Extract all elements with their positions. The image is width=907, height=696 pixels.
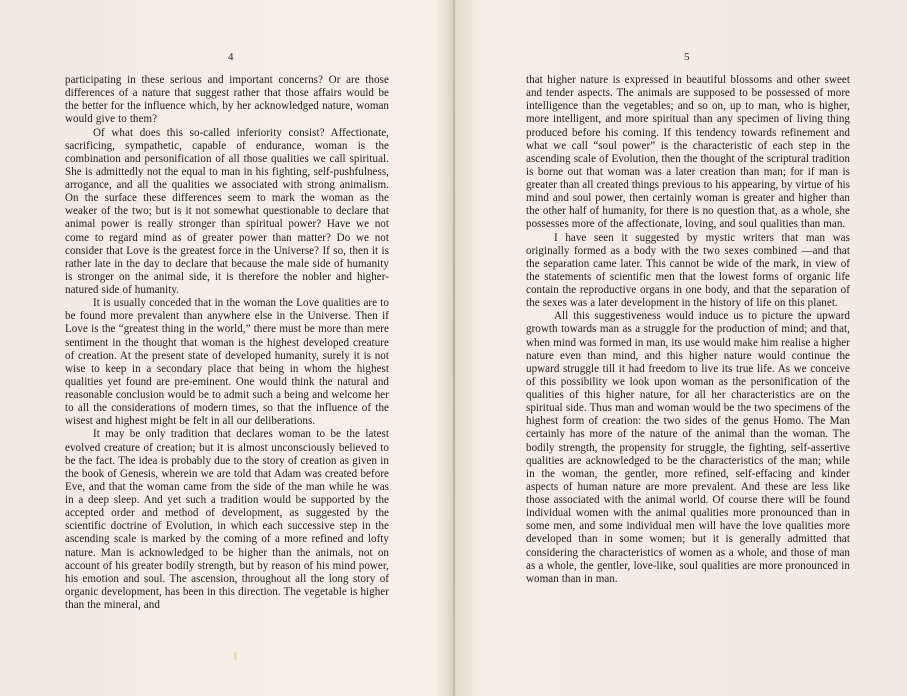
- right-page: [455, 0, 907, 696]
- left-page: [0, 0, 452, 696]
- right-page-text: [526, 74, 850, 586]
- paragraph: I have seen it suggested by mystic writers that man was originally formed as a body with the two sexes combined —and that the separation came later. This cannot be wide of the mark, in view of the statements of scientific men that the lowest forms of organic life contain the reproductive organs in one body, and that the separation of the sexes was a later development in the history of life on this planet.: [526, 231, 850, 310]
- paragraph: participating in these serious and important concerns? Or are those differences of a nature that suggest rather that those affairs would be the better for the influence which, by her acknowledged nature, woman would give to them?: [65, 74, 389, 126]
- left-page-text: [65, 74, 389, 612]
- paper-stain: [234, 652, 237, 660]
- page-number-left: 4: [228, 51, 234, 63]
- paragraph: It may be only tradition that declares woman to be the latest evolved creature of creation; but it is almost unconsciously believed to be the fact. The idea is probably due to the story of creation as given in the book of Genesis, wherein we are told that Adam was created before Eve, and that the woman came from the side of the man while he was in a deep sleep. And yet such a tradition would be supported by the accepted order and method of development, as suggested by the scientific doctrine of Evolution, in which each successive step in the ascending scale is marked by the coming of a more refined and lofty nature. Man is acknowledged to be higher than the animals, not on account of his greater bodily strength, but by reason of his mind power, his emotion and soul. The ascension, throughout all the long story of organic development, has been in this direction. The vegetable is higher than the mineral, and: [65, 428, 389, 611]
- page-number-right: 5: [684, 51, 690, 63]
- paragraph: All this suggestiveness would induce us to picture the upward growth towards man as a struggle for the production of mind; and that, when mind was formed in man, its use would make him realise a higher nature even than mind, and this higher nature would continue the upward struggle till it had freedom to live its true life. As we conceive of this possibility we look upon woman as the personification of the qualities of this higher nature, for all her characteristics are on the spiritual side. Thus man and woman would be the two specimens of the highest form of creation: the two sides of the genus Homo. The Man certainly has more of the nature of the animal than the woman. The bodily strength, the propensity for struggle, the fighting, self-assertive qualities are acknowledged to be the characteristics of the man; while in the woman, the gentler, more refined, self-effacing and kinder aspects of human nature are more prevalent. And these are less like those associated with the animal world. Of course there will be found individual women with the animal qualities more pronounced than in some men, and some individual men will have the love qualities more developed than in some women; but it is generally admitted that considering the characteristics of women as a whole, and those of man as a whole, the gentler, love-like, soul qualities are more pronounced in woman than in man.: [526, 310, 850, 585]
- paragraph: Of what does this so-called inferiority consist? Affectionate, sacrificing, sympathetic, capable of endurance, woman is the combination and personification of all those qualities we call spiritual. She is admittedly not the equal to man in his fighting, self-pushfulness, arrogance, and all the qualities we associated with strong animalism. On the surface these differences seem to mark the woman as the weaker of the two; but is it not somewhat questionable to declare that animal power is really stronger than spiritual power? Have we not come to regard mind as of greater power than matter? Do we not consider that Love is the greatest force in the Universe? If so, then it is rather late in the day to declare that because the male side of humanity is stronger on the animal side, it is therefore the nobler and higher-natured side of humanity.: [65, 126, 389, 296]
- paragraph: It is usually conceded that in the woman the Love qualities are to be found more prevalent than anywhere else in the Universe. Then if Love is the “greatest thing in the world,” there must be more than mere sentiment in the thought that woman is the highest developed creature of creation. At the present state of developed humanity, surely it is not wise to keep in a secondary place that being in whom the highest qualities yet found are pre-eminent. One would think the natural and reasonable conclusion would be to admit such a being and welcome her to all the considerations of modern times, so that the influence of the wisest and highest might be felt in all our deliberations.: [65, 297, 389, 428]
- paragraph: that higher nature is expressed in beautiful blossoms and other sweet and tender aspects. The animals are supposed to be possessed of more intelligence than the vegetables; and so on, up to man, who is higher, more intelligent, and more spiritual than any specimen of living thing produced before his coming. If this tendency towards refinement and what we call “soul power” is the characteristic of each step in the ascending scale of Evolution, then the thought of the scriptural tradition is borne out that woman was a later creation than man; for if man is greater than all created things previous to his appearing, by virtue of his mind and soul power, then certainly woman is greater and higher than the other half of humanity, for there is no question that, as a whole, she possesses more of the affectionate, loving, and soul qualities than man.: [526, 74, 850, 231]
